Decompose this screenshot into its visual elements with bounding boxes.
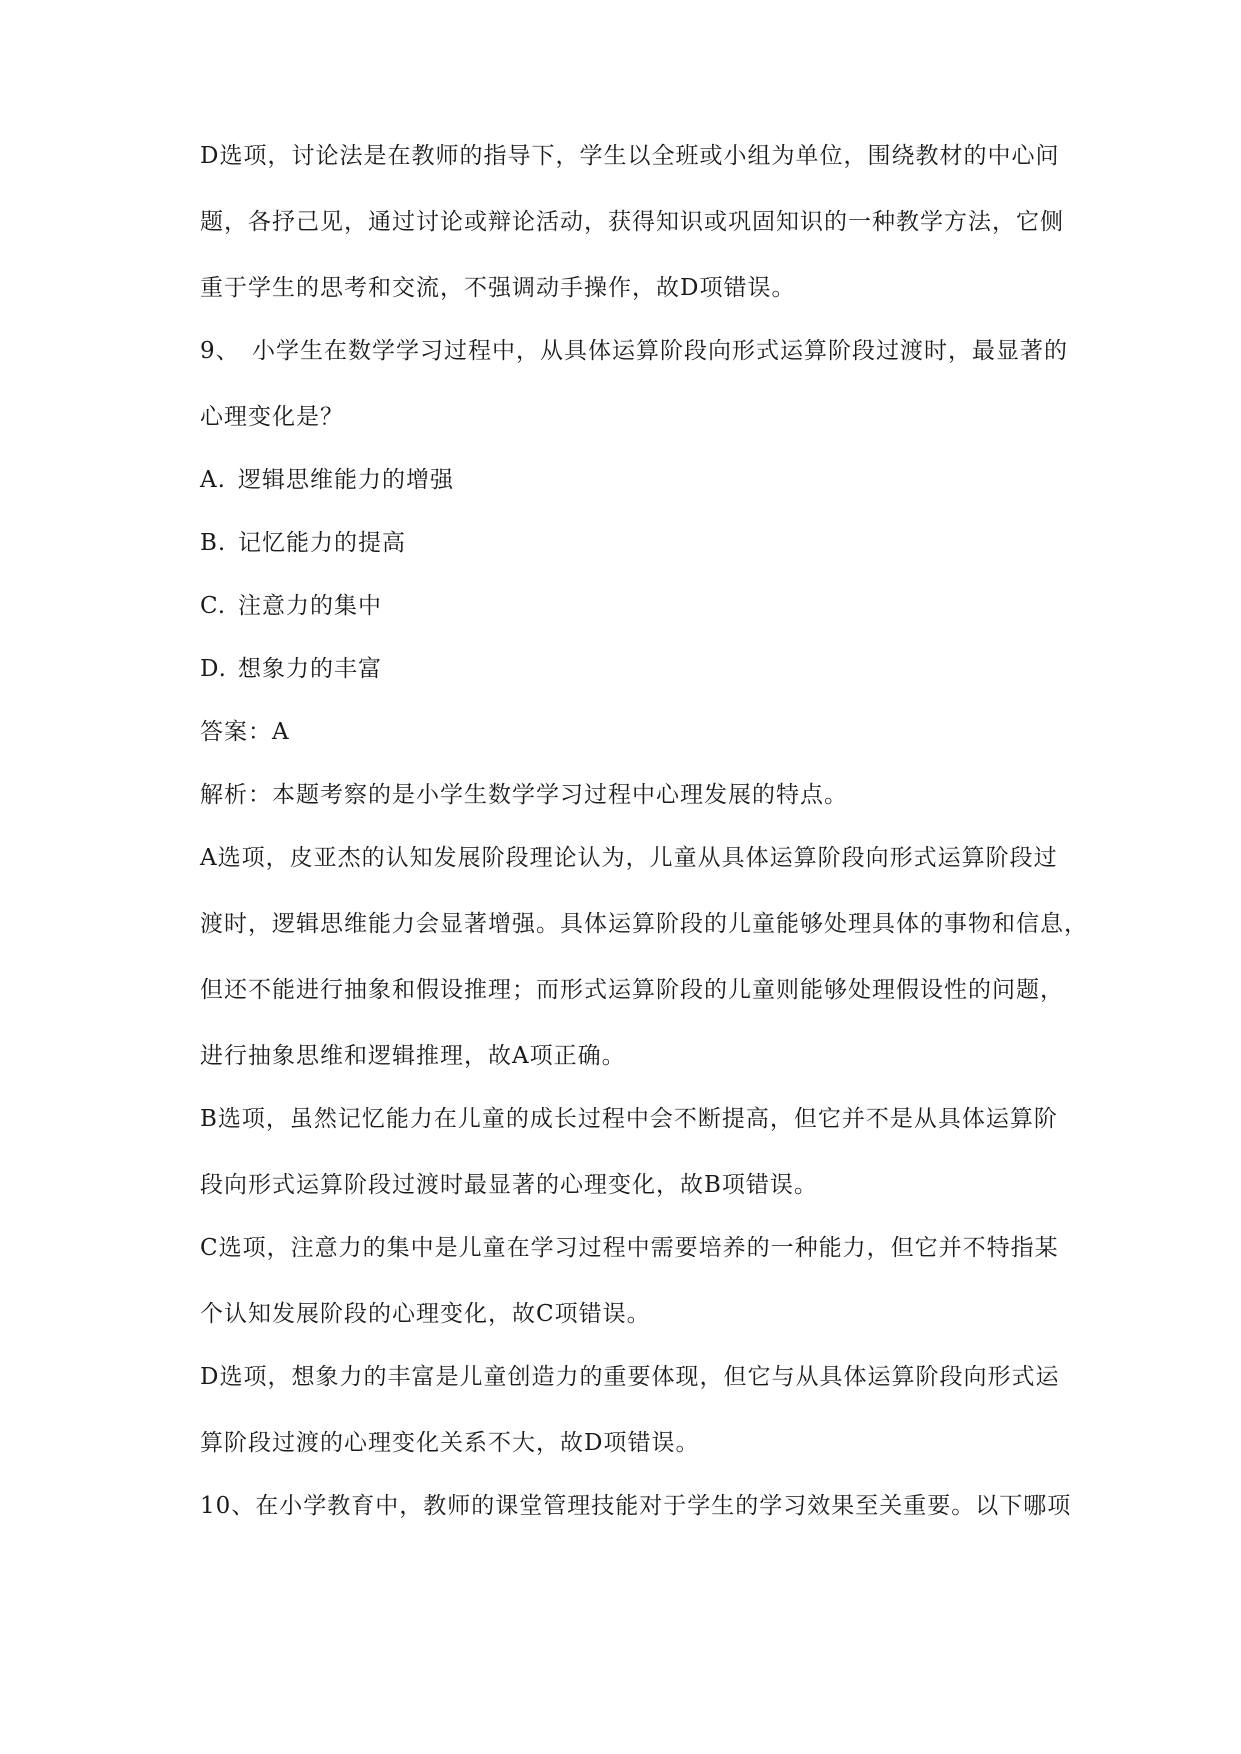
option-letter: B. [200,530,227,556]
question-text: 小学生在数学学习过程中，从具体运算阶段向形式运算阶段过渡时，最显著的 [252,338,1068,364]
prev-d-explanation [200,140,1100,304]
option-d [200,653,1100,685]
text-line: 个认知发展阶段的心理变化，故C项错误。 [200,1301,651,1327]
question-9-line: 心理变化是？ [200,404,344,430]
option-letter: C. [200,593,227,619]
option-d-explanation [200,1361,1100,1459]
option-b [200,527,1100,559]
option-letter: D. [200,656,227,682]
text-line: D选项，想象力的丰富是儿童创造力的重要体现，但它与从具体运算阶段向形式运 [200,1364,1060,1390]
option-text: 想象力的丰富 [238,656,382,682]
text-line: A选项，皮亚杰的认知发展阶段理论认为，儿童从具体运算阶段向形式运算阶段过 [200,845,1058,871]
options-list [200,464,1100,685]
option-text: 注意力的集中 [238,593,382,619]
answer-line: 答案：A [200,719,290,745]
question-number: 9、 [200,338,240,364]
option-c-explanation [200,1232,1100,1330]
option-text: 逻辑思维能力的增强 [238,467,454,493]
text-line: 段向形式运算阶段过渡时最显著的心理变化，故B项错误。 [200,1172,818,1198]
text-line: C选项，注意力的集中是儿童在学习过程中需要培养的一种能力，但它并不特指某 [200,1235,1059,1261]
text-line: 渡时，逻辑思维能力会显著增强。具体运算阶段的儿童能够处理具体的事物和信息， [200,911,1088,937]
text-line: D选项，讨论法是在教师的指导下，学生以全班或小组为单位，围绕教材的中心问 [200,143,1060,169]
question-9 [200,335,1100,433]
text-line: 但还不能进行抽象和假设推理；而形式运算阶段的儿童则能够处理假设性的问题， [200,977,1064,1003]
question-10: 10、在小学教育中，教师的课堂管理技能对于学生的学习效果至关重要。以下哪项 [200,1493,1072,1519]
text-line: 算阶段过渡的心理变化关系不大，故D项错误。 [200,1430,700,1456]
question-9-line [200,335,1100,367]
text-line: B选项，虽然记忆能力在儿童的成长过程中会不断提高，但它并不是从具体运算阶 [200,1106,1058,1132]
text-line: 进行抽象思维和逻辑推理，故A项正确。 [200,1043,626,1069]
option-letter: A. [200,467,226,493]
option-c [200,590,1100,622]
option-a-explanation [200,842,1100,1072]
document-page [200,140,1100,1522]
option-a [200,464,1100,496]
option-b-explanation [200,1103,1100,1201]
text-line: 题，各抒己见，通过讨论或辩论活动，获得知识或巩固知识的一种教学方法，它侧 [200,209,1064,235]
analysis-intro: 解析：本题考察的是小学生数学学习过程中心理发展的特点。 [200,782,848,808]
text-line: 重于学生的思考和交流，不强调动手操作，故D项错误。 [200,275,796,301]
option-text: 记忆能力的提高 [238,530,406,556]
